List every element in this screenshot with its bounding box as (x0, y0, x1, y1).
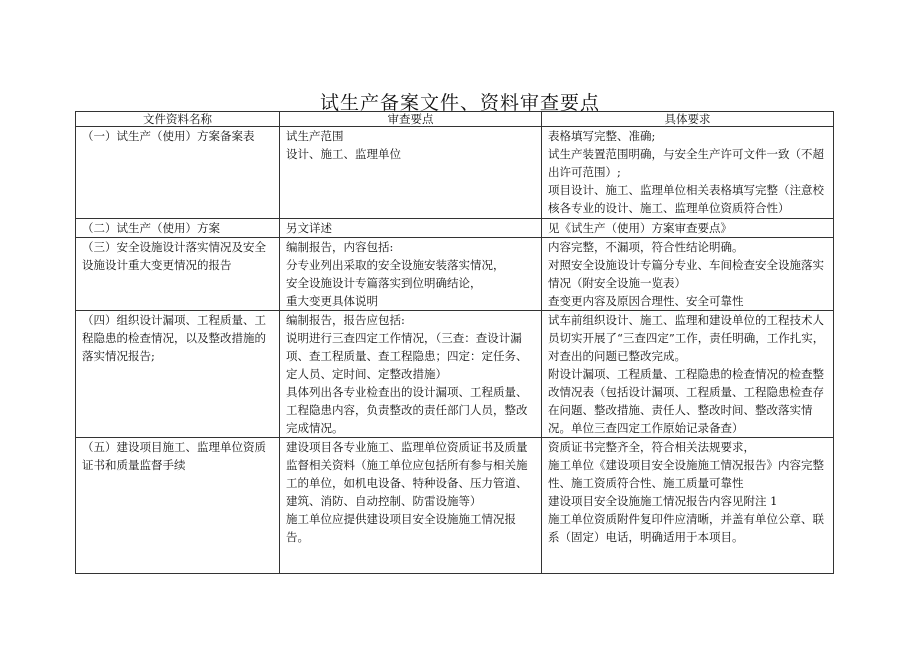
review-point: 具体列出各专业检查出的设计漏项、工程质量、工程隐患内容，负责整改的责任部门人员，整改完成情况。 (286, 385, 528, 435)
table-row (76, 127, 834, 219)
review-point: 施工单位应提供建设项目安全设施施工情况报告。 (286, 512, 516, 544)
cell-review-points (280, 219, 542, 238)
review-point: 试生产范围 (286, 129, 344, 143)
document-name-text: （五）建设项目施工、监理单位资质证书和质量监督手续 (82, 440, 266, 472)
review-point: 编制报告，报告应包括: (286, 313, 405, 327)
requirement: 查变更内容及原因合理性、安全可靠性 (548, 294, 744, 308)
requirement: 试生产装置范围明确，与安全生产许可文件一致（不超出许可范围）; (548, 147, 824, 179)
header-document-name: 文件资料名称 (76, 112, 280, 127)
review-point: 编制报告，内容包括: (286, 240, 394, 254)
review-point: 重大变更具体说明 (286, 294, 378, 308)
requirement: 施工单位资质附件复印件应清晰，并盖有单位公章、联系（固定）电话，明确适用于本项目。 (548, 512, 824, 544)
cell-review-points (280, 311, 542, 438)
header-requirements: 具体要求 (542, 112, 834, 127)
cell-document-name (76, 311, 280, 438)
table-header-row (76, 112, 834, 127)
review-point: 说明进行三查四定工作情况，（三查：查设计漏项、查工程质量、查工程隐患；四定：定任务、定人员、定时间、定整改措施） (286, 331, 528, 381)
document-title: 试生产备案文件、资料审查要点 (319, 92, 600, 114)
review-point: 安全设施设计专篇落实到位明确结论， (286, 276, 482, 290)
cell-requirements (542, 438, 834, 574)
requirement: 见《试生产（使用）方案审查要点》 (548, 221, 732, 235)
table-row (76, 238, 834, 311)
table-row (76, 219, 834, 238)
requirement: 试车前组织设计、施工、监理和建设单位的工程技术人员切实开展了“三查四定”工作，责任明确，工作扎实，对查出的问题已整改完成。 (548, 313, 825, 363)
cell-document-name (76, 438, 280, 574)
table-row (76, 311, 834, 438)
requirement: 项目设计、施工、监理单位相关表格填写完整（注意校核各专业的设计、施工、监理单位资质符合性） (548, 183, 824, 215)
cell-review-points (280, 127, 542, 219)
document-name-text: （一）试生产（使用）方案备案表 (82, 129, 255, 143)
requirement: 对照安全设施设计专篇分专业、车间检查安全设施落实情况（附安全设施一览表） (548, 258, 824, 290)
cell-review-points (280, 238, 542, 311)
document-name-text: （四）组织设计漏项、工程质量、工程隐患的检查情况，以及整改措施的落实情况报告; (82, 313, 266, 363)
requirement: 附设计漏项、工程质量、工程隐患的检查情况的检查整改情况表（包括设计漏项、工程质量、工程隐患检查存在问题、整改措施、责任人、整改时间、整改落实情况。单位三查四定工作原始记录备查） (548, 367, 824, 435)
review-point: 分专业列出采取的安全设施安装落实情况， (286, 258, 505, 272)
review-point: 设计、施工、监理单位 (286, 147, 401, 161)
cell-requirements (542, 127, 834, 219)
requirement: 施工单位《建设项目安全设施施工情况报告》内容完整性、施工资质符合性、施工质量可靠性 (548, 458, 824, 490)
document-name-text: （三）安全设施设计落实情况及安全设施设计重大变更情况的报告 (82, 240, 266, 272)
cell-requirements (542, 311, 834, 438)
requirement: 建设项目安全设施施工情况报告内容见附注 1 (548, 494, 778, 508)
cell-document-name (76, 219, 280, 238)
cell-requirements (542, 238, 834, 311)
table-row (76, 438, 834, 574)
review-point: 另文详述 (286, 221, 332, 235)
cell-requirements (542, 219, 834, 238)
document-name-text: （二）试生产（使用）方案 (82, 221, 220, 235)
requirement: 内容完整，不漏项，符合性结论明确。 (548, 240, 744, 254)
review-points-table (75, 111, 834, 574)
cell-review-points (280, 438, 542, 574)
cell-document-name (76, 238, 280, 311)
review-point: 建设项目各专业施工、监理单位资质证书及质量监督相关资料（施工单位应包括所有参与相关施工的单位，如机电设备、特种设备、压力管道、建筑、消防、自动控制、防雷设施等） (286, 440, 528, 508)
requirement: 表格填写完整、准确; (548, 129, 656, 143)
requirement: 资质证书完整齐全，符合相关法规要求， (548, 440, 755, 454)
cell-document-name (76, 127, 280, 219)
header-review-points: 审查要点 (280, 112, 542, 127)
